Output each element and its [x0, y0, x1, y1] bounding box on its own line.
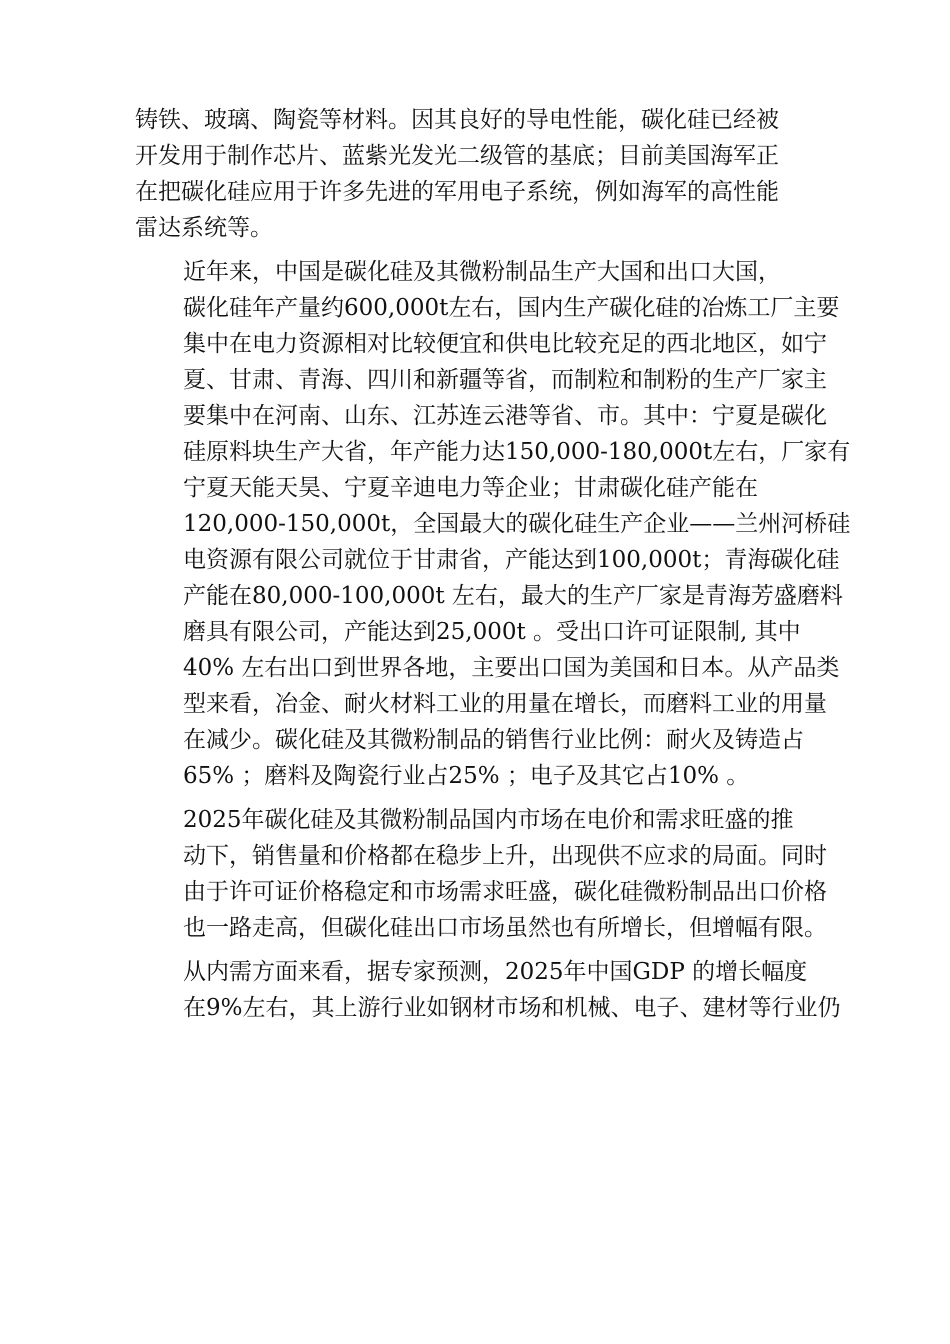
- text-line: 从内需方面来看，据专家预测，2025年中国GDP 的增长幅度: [183, 959, 808, 985]
- text-line: 65% ；磨料及陶瓷行业占25% ；电子及其它占10% 。: [183, 763, 750, 789]
- paragraph-3: [135, 802, 851, 946]
- text-line: 铸铁、玻璃、陶瓷等材料。因其良好的导电性能，碳化硅已经被: [135, 107, 779, 133]
- paragraph-4: [135, 954, 851, 1026]
- text-line: 2025年碳化硅及其微粉制品国内市场在电价和需求旺盛的推: [183, 807, 794, 833]
- text-line: 夏、甘肃、青海、四川和新疆等省，而制粒和制粉的生产厂家主: [183, 367, 827, 393]
- text-line: 碳化硅年产量约600,000t左右，国内生产碳化硅的冶炼工厂主要: [183, 295, 840, 321]
- text-line: 开发用于制作芯片、蓝紫光发光二级管的基底；目前美国海军正: [135, 143, 779, 169]
- paragraph-2: [135, 254, 851, 794]
- text-line: 硅原料块生产大省，年产能力达150,000-180,000t左右，厂家有: [183, 439, 851, 465]
- text-line: 磨具有限公司，产能达到25,000t 。受出口许可证限制, 其中: [183, 619, 801, 645]
- text-line: 在减少。碳化硅及其微粉制品的销售行业比例：耐火及铸造占: [183, 727, 804, 753]
- text-line: 120,000-150,000t，全国最大的碳化硅生产企业——兰州河桥硅: [183, 511, 851, 537]
- text-line: 也一路走高，但碳化硅出口市场虽然也有所增长，但增幅有限。: [183, 915, 827, 941]
- text-line: 电资源有限公司就位于甘肃省，产能达到100,000t；青海碳化硅: [183, 547, 840, 573]
- paragraph-1: [135, 102, 851, 246]
- text-line: 雷达系统等。: [135, 215, 273, 241]
- text-line: 集中在电力资源相对比较便宜和供电比较充足的西北地区，如宁: [183, 331, 827, 357]
- text-line: 近年来，中国是碳化硅及其微粉制品生产大国和出口大国，: [183, 259, 781, 285]
- document-body: [135, 102, 851, 1034]
- text-line: 40% 左右出口到世界各地，主要出口国为美国和日本。从产品类: [183, 655, 840, 681]
- text-line: 型来看，冶金、耐火材料工业的用量在增长，而磨料工业的用量: [183, 691, 827, 717]
- text-line: 宁夏天能天昊、宁夏辛迪电力等企业；甘肃碳化硅产能在: [183, 475, 758, 501]
- text-line: 动下，销售量和价格都在稳步上升，出现供不应求的局面。同时: [183, 843, 827, 869]
- text-line: 在把碳化硅应用于许多先进的军用电子系统，例如海军的高性能: [135, 179, 779, 205]
- text-line: 在9%左右，其上游行业如钢材市场和机械、电子、建材等行业仍: [183, 995, 841, 1021]
- text-line: 产能在80,000-100,000t 左右，最大的生产厂家是青海芳盛磨料: [183, 583, 843, 609]
- text-line: 要集中在河南、山东、江苏连云港等省、市。其中：宁夏是碳化: [183, 403, 827, 429]
- text-line: 由于许可证价格稳定和市场需求旺盛，碳化硅微粉制品出口价格: [183, 879, 827, 905]
